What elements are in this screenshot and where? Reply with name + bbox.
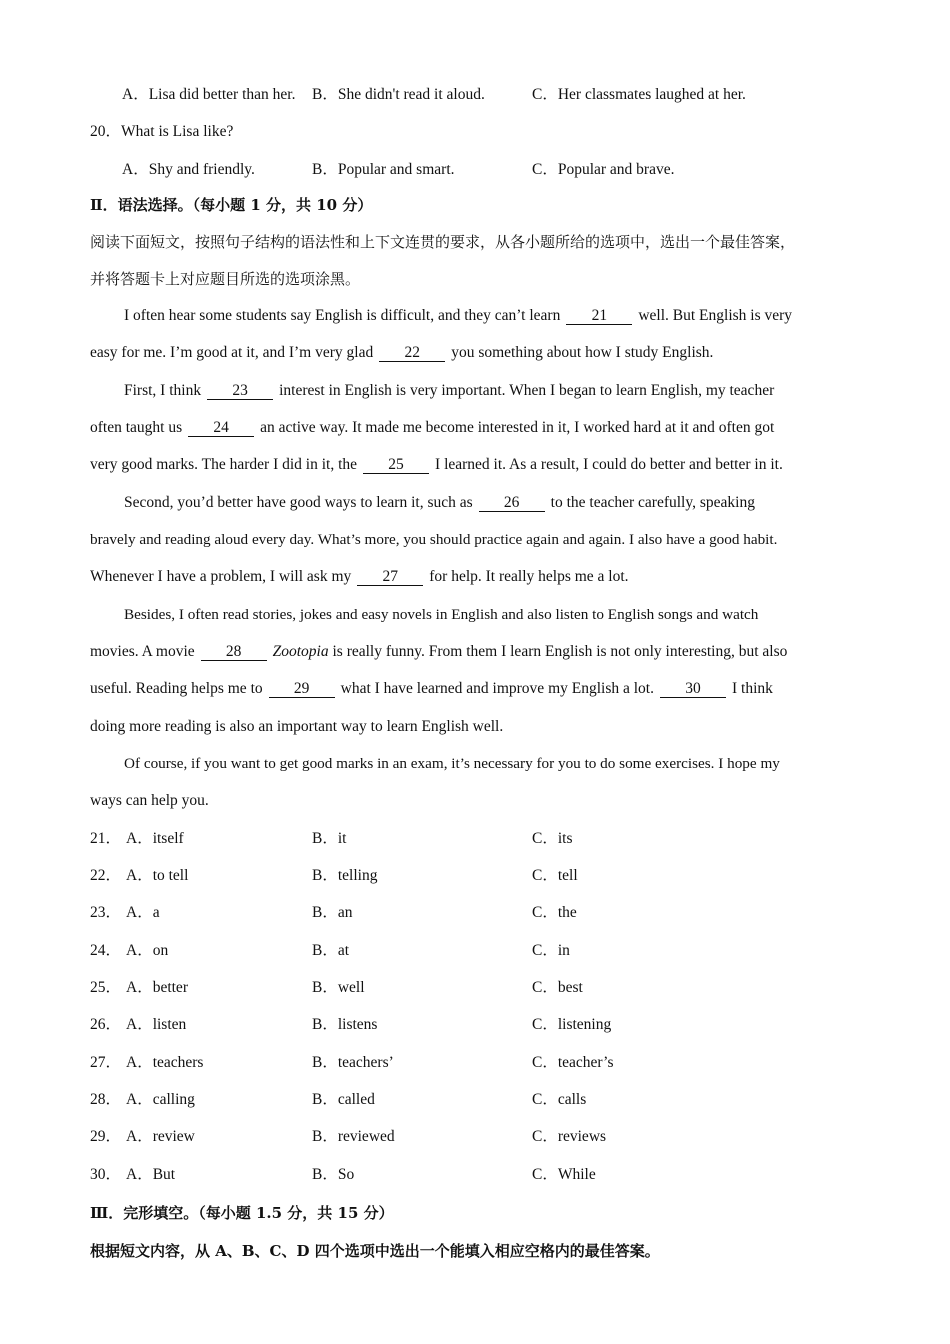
option-row-21 <box>90 829 870 849</box>
q19-option-b: B．She didn't read it aloud. <box>312 86 485 103</box>
passage-line: Of course, if you want to get good marks in an exam, it’s necessary for you to do some exercises. I hope my <box>124 755 780 772</box>
question-number: 21． <box>90 830 122 847</box>
section2-instruction-line1: 阅读下面短文，按照句子结构的语法性和上下文连贯的要求，从各小题所给的选项中，选出一个最佳答案， <box>90 233 796 251</box>
section2-title: Ⅱ．语法选择。（每小题 1 分，共 10 分） <box>90 196 373 214</box>
text: often taught us <box>90 419 183 436</box>
option-c: C．While <box>532 1166 596 1183</box>
text: what I have learned and improve my English a lot. <box>340 680 654 697</box>
option-a: A．to tell <box>126 867 189 884</box>
option-a: A．review <box>126 1128 195 1145</box>
option-b: B．So <box>312 1166 355 1183</box>
passage-line <box>90 567 629 587</box>
question-number: 29． <box>90 1128 122 1145</box>
text: easy for me. I’m good at it, and I’m very glad <box>90 344 374 361</box>
option-b: B．at <box>312 942 350 959</box>
text: First, I think <box>124 382 202 399</box>
option-b: B．well <box>312 979 365 996</box>
blank-28: 28 <box>201 644 267 661</box>
text: Second, you’d better have good ways to learn it, such as <box>124 494 473 511</box>
text: movies. A movie <box>90 643 195 660</box>
section2-instruction-line2: 并将答题卡上对应题目所选的选项涂黑。 <box>90 270 361 288</box>
text: to the teacher carefully, speaking <box>550 494 755 511</box>
text: is really funny. From them I learn English is not only interesting, but also <box>332 643 788 660</box>
text: Whenever I have a problem, I will ask my <box>90 568 352 585</box>
question-number: 25． <box>90 979 122 996</box>
blank-27: 27 <box>357 569 423 586</box>
option-row-28 <box>90 1090 870 1110</box>
passage-line <box>124 381 774 401</box>
option-row-26 <box>90 1015 870 1035</box>
passage-line <box>90 343 713 363</box>
blank-29: 29 <box>269 681 335 698</box>
option-b: B．an <box>312 904 353 921</box>
q20-option-b: B．Popular and smart. <box>312 161 455 178</box>
blank-21: 21 <box>566 308 632 325</box>
option-a: A．teachers <box>126 1054 204 1071</box>
passage-line: doing more reading is also an important way to learn English well. <box>90 718 504 735</box>
passage-line <box>90 455 783 475</box>
option-row-22 <box>90 866 870 886</box>
q19-option-c: C．Her classmates laughed at her. <box>532 86 746 103</box>
question-number: 23． <box>90 904 122 921</box>
option-row-25 <box>90 978 870 998</box>
blank-26: 26 <box>479 495 545 512</box>
passage-line <box>90 418 774 438</box>
option-row-23 <box>90 903 870 923</box>
option-a: A．But <box>126 1166 176 1183</box>
option-a: A．better <box>126 979 188 996</box>
q20-stem: 20．What is Lisa like? <box>90 123 234 140</box>
option-b: B．called <box>312 1091 375 1108</box>
question-number: 24． <box>90 942 122 959</box>
option-c: C．reviews <box>532 1128 607 1145</box>
section3-title: Ⅲ．完形填空。（每小题 1.5 分，共 15 分） <box>90 1204 394 1222</box>
option-c: C．best <box>532 979 583 996</box>
option-row-24 <box>90 941 870 961</box>
text: you something about how I study English. <box>451 344 714 361</box>
option-a: A．calling <box>126 1091 195 1108</box>
blank-24: 24 <box>188 420 254 437</box>
blank-22: 22 <box>379 345 445 362</box>
text: very good marks. The harder I did in it, the <box>90 456 358 473</box>
blank-23: 23 <box>207 383 273 400</box>
option-c: C．teacher’s <box>532 1054 614 1071</box>
option-c: C．calls <box>532 1091 587 1108</box>
option-row-29 <box>90 1127 870 1147</box>
blank-25: 25 <box>363 457 429 474</box>
text: interest in English is very important. When I began to learn English, my teacher <box>279 382 775 399</box>
option-row-30 <box>90 1165 870 1185</box>
text: I often hear some students say English is difficult, and they can’t learn <box>124 307 561 324</box>
passage-line <box>124 493 755 513</box>
option-c: C．its <box>532 830 573 847</box>
q20-option-a: A．Shy and friendly. <box>122 161 255 178</box>
option-b: B．it <box>312 830 347 847</box>
text: an active way. It made me become interested in it, I worked hard at it and often got <box>260 419 775 436</box>
movie-title: Zootopia <box>272 643 329 660</box>
passage-line: Besides, I often read stories, jokes and easy novels in English and also listen to English songs and watch <box>124 606 759 623</box>
question-number: 22． <box>90 867 122 884</box>
option-a: A．on <box>126 942 169 959</box>
option-a: A．a <box>126 904 160 921</box>
passage-line: ways can help you. <box>90 792 209 809</box>
question-number: 26． <box>90 1016 122 1033</box>
option-c: C．in <box>532 942 570 959</box>
option-row-27 <box>90 1053 870 1073</box>
question-number: 27． <box>90 1054 122 1071</box>
option-b: B．reviewed <box>312 1128 395 1145</box>
passage-line <box>90 642 787 662</box>
passage-line: bravely and reading aloud every day. What’s more, you should practice again and again. I also have a good habit. <box>90 531 778 548</box>
option-b: B．teachers’ <box>312 1054 394 1071</box>
text: well. But English is very <box>638 307 793 324</box>
option-c: C．tell <box>532 867 578 884</box>
question-number: 28． <box>90 1091 122 1108</box>
passage-line <box>90 679 773 699</box>
option-a: A．itself <box>126 830 184 847</box>
passage-line <box>124 306 792 326</box>
option-b: B．telling <box>312 867 378 884</box>
text: I think <box>731 680 773 697</box>
q19-option-a: A．Lisa did better than her. <box>122 86 296 103</box>
option-b: B．listens <box>312 1016 378 1033</box>
option-c: C．the <box>532 904 577 921</box>
blank-30: 30 <box>660 681 726 698</box>
text: useful. Reading helps me to <box>90 680 263 697</box>
section3-instruction: 根据短文内容，从 A、B、C、D 四个选项中选出一个能填入相应空格内的最佳答案。 <box>90 1242 660 1260</box>
option-a: A．listen <box>126 1016 187 1033</box>
text: for help. It really helps me a lot. <box>429 568 629 585</box>
question-number: 30． <box>90 1166 122 1183</box>
text: I learned it. As a result, I could do better and better in it. <box>435 456 783 473</box>
option-c: C．listening <box>532 1016 612 1033</box>
q20-option-c: C．Popular and brave. <box>532 161 675 178</box>
